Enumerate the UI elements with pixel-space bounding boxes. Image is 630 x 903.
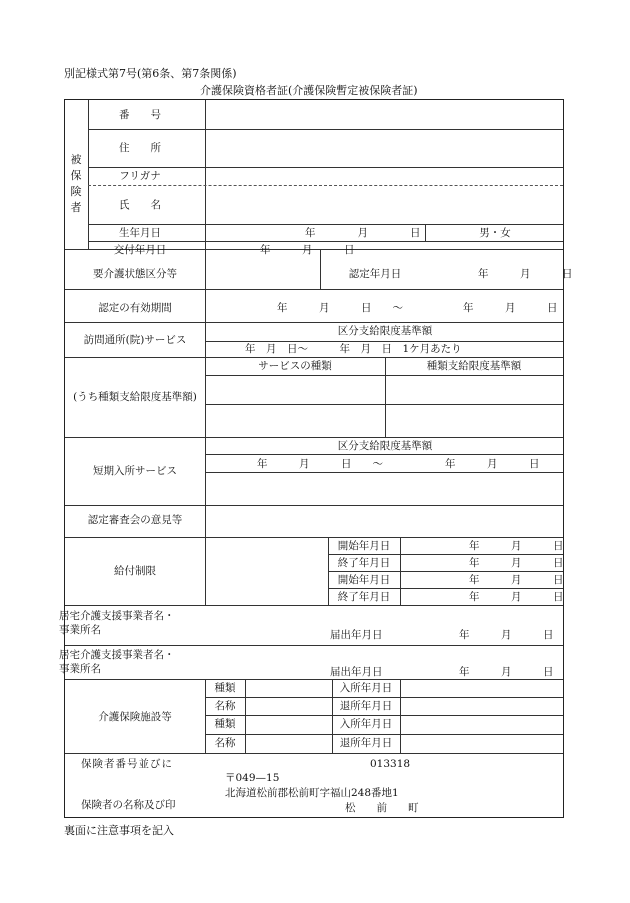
name-label: 氏 名 <box>119 199 161 211</box>
facility-row-date-label: 退所年月日 <box>339 737 393 749</box>
facility-row-date-label: 退所年月日 <box>339 700 393 712</box>
visit-period: 年 月 日〜 年 月 日 1ケ月あたり <box>245 343 462 355</box>
short-stay-to: 年 月 日 <box>445 458 540 470</box>
support-provider-report-label: 届出年月日 <box>330 629 383 641</box>
short-stay-label: 短期入所サービス <box>93 465 177 477</box>
short-stay-from: 年 月 日 〜 <box>257 458 383 470</box>
facility-row-date-label: 入所年月日 <box>339 718 393 730</box>
support-provider-label-line2: 事業所名 <box>59 624 101 636</box>
support-provider-report-date: 年 月 日 <box>459 629 554 641</box>
visit-service-label: 訪問通所(院)サービス <box>83 334 187 346</box>
benefit-limit-row-date: 年 月 日 <box>469 591 564 603</box>
service-type-header: サービスの種類 <box>258 360 332 372</box>
type-limit-header: 種類支給限度基準額 <box>426 360 522 372</box>
benefit-limit-label: 給付制限 <box>114 565 156 577</box>
support-provider-report-date: 年 月 日 <box>459 666 554 678</box>
support-provider-report-label: 届出年月日 <box>330 666 383 678</box>
insurer-label-line2: 保険者の名称及び印 <box>81 799 176 811</box>
benefit-limit-row-label: 終了年月日 <box>337 591 391 603</box>
facility-row-key: 名称 <box>214 737 236 749</box>
benefit-limit-row-label: 終了年月日 <box>337 557 391 569</box>
facility-label: 介護保険施設等 <box>98 711 172 723</box>
benefit-limit-row-label: 開始年月日 <box>337 540 391 552</box>
cert-date-value: 年 月 日 <box>478 268 573 280</box>
insurance-certificate-form <box>59 99 573 818</box>
sex-field: 男・女 <box>479 227 511 239</box>
facility-row-date-label: 入所年月日 <box>339 682 393 694</box>
cert-date-label: 認定年月日 <box>348 268 402 280</box>
benefit-limit-row-date: 年 月 日 <box>469 574 564 586</box>
issue-date-value: 年 月 日 <box>260 244 355 256</box>
number-label: 番 号 <box>119 109 161 121</box>
benefit-limit-row-date: 年 月 日 <box>469 557 564 569</box>
insurer-label-line1: 保険者番号並びに <box>81 758 173 770</box>
support-provider-label-line1: 居宅介護支援事業者名・ <box>59 649 175 661</box>
validity-to: 年 月 日 <box>463 302 558 314</box>
benefit-limit-row-label: 開始年月日 <box>337 574 391 586</box>
birth-date-value: 年 月 日 <box>305 227 421 239</box>
validity-from: 年 月 日 〜 <box>277 302 403 314</box>
insurer-postal-code: 〒049—15 <box>225 772 280 784</box>
facility-row-key: 種類 <box>214 682 236 694</box>
short-stay-limit-label: 区分支給限度基準額 <box>337 440 433 452</box>
opinion-label: 認定審査会の意見等 <box>87 514 183 526</box>
insurer-number: 013318 <box>370 758 411 770</box>
validity-label: 認定の有効期間 <box>98 302 172 314</box>
insurer-name: 松 前 町 <box>345 802 419 814</box>
support-provider-label-line1: 居宅介護支援事業者名・ <box>59 610 175 622</box>
visit-limit-label: 区分支給限度基準額 <box>337 325 433 337</box>
back-side-note: 裏面に注意事項を記入 <box>64 824 174 837</box>
address-label: 住 所 <box>119 142 161 154</box>
furigana-label: フリガナ <box>119 170 161 182</box>
form-number: 別記様式第7号(第6条、第7条関係) <box>64 67 237 80</box>
type-limit-sub-label: (うち種類支給限度基準額) <box>73 391 197 403</box>
facility-row-key: 名称 <box>214 700 236 712</box>
document-title: 介護保険資格者証(介護保険暫定被保険者証) <box>200 84 418 97</box>
birth-date-label: 生年月日 <box>119 227 161 239</box>
issue-date-label: 交付年月日 <box>113 244 167 256</box>
insurer-address: 北海道松前郡松前町字福山248番地1 <box>225 787 399 799</box>
insured-section-label: 被保険者 <box>70 153 82 214</box>
benefit-limit-row-date: 年 月 日 <box>469 540 564 552</box>
support-provider-label-line2: 事業所名 <box>59 663 101 675</box>
care-level-label: 要介護状態区分等 <box>93 268 177 280</box>
facility-row-key: 種類 <box>214 718 236 730</box>
